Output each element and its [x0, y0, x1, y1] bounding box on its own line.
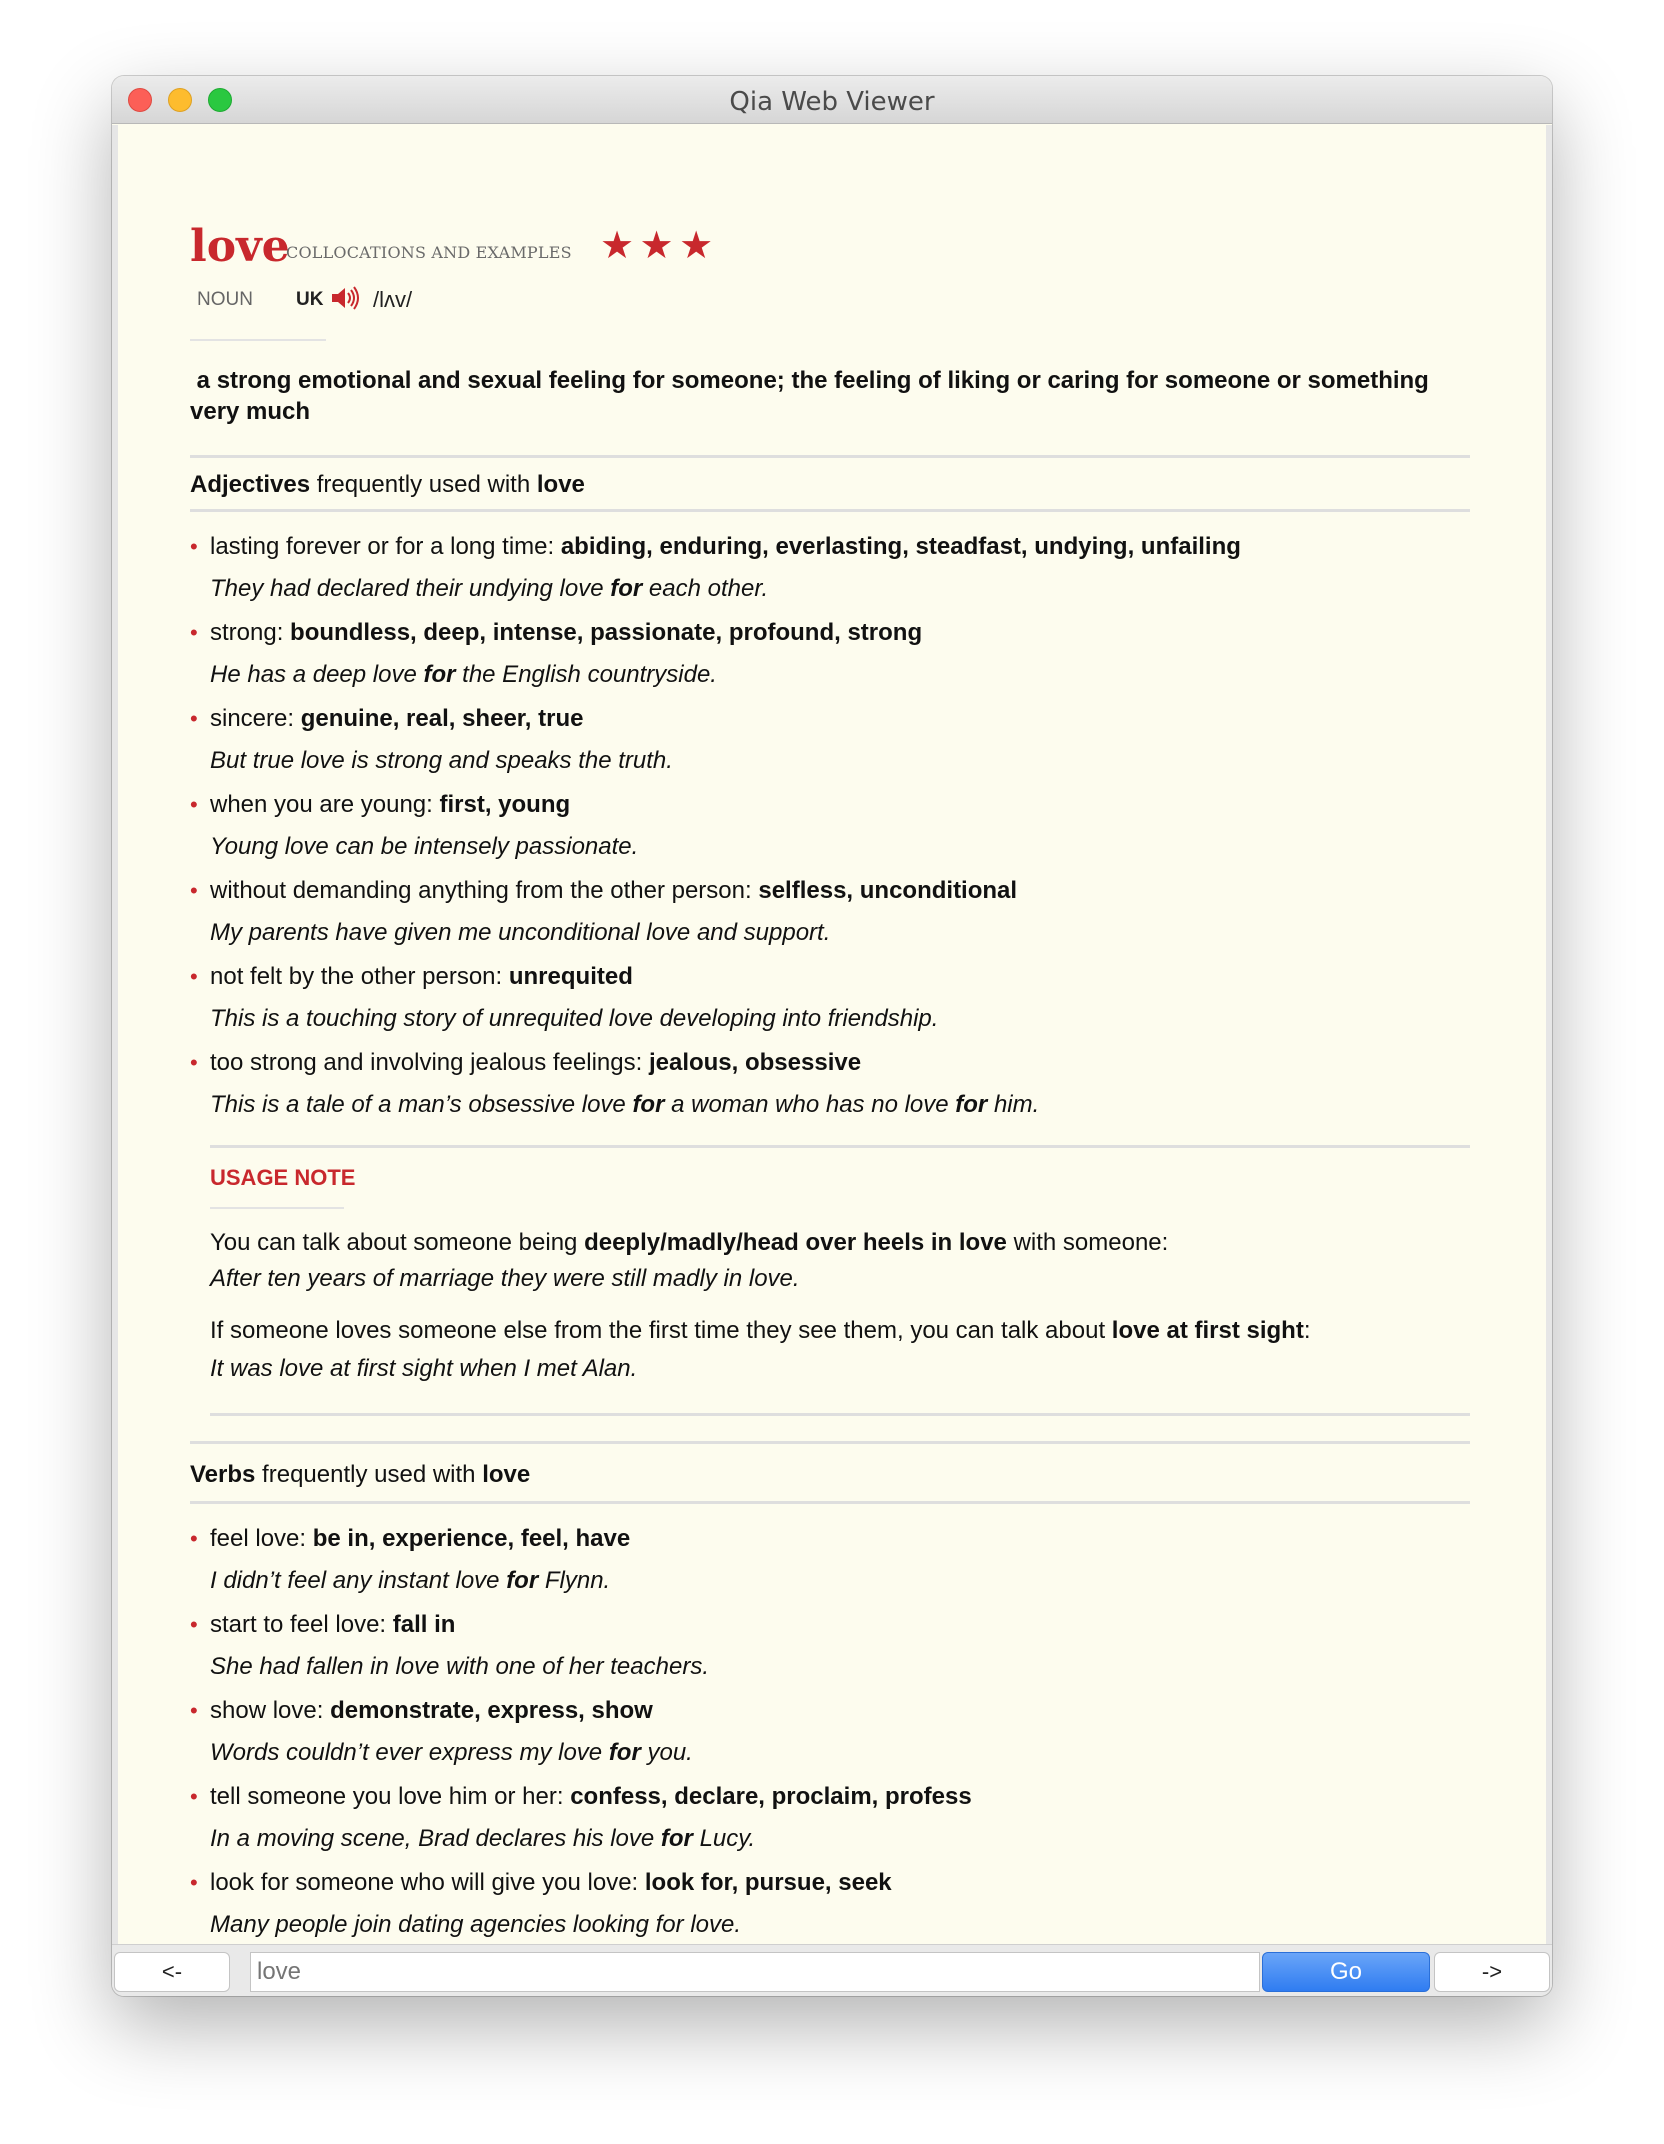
- navigation-toolbar: [112, 1944, 1552, 1996]
- divider: [190, 1501, 1470, 1504]
- collocations: first, young: [439, 791, 571, 818]
- collocation-gloss: strong: boundless, deep, intense, passionate, profound, strong: [210, 619, 923, 646]
- example-sentence: In a moving scene, Brad declares his love for Lucy.: [210, 1825, 756, 1852]
- bullet-icon: •: [190, 1698, 198, 1723]
- pronunciation-region: UK: [296, 289, 324, 310]
- search-input[interactable]: [250, 1952, 1260, 1992]
- example-sentence: He has a deep love for the English countryside.: [210, 661, 717, 688]
- bullet-icon: •: [190, 878, 198, 903]
- collocations: selfless, unconditional: [758, 877, 1018, 904]
- example-sentence: She had fallen in love with one of her teachers.: [210, 1653, 709, 1680]
- example-sentence: This is a touching story of unrequited love developing into friendship.: [210, 1005, 939, 1032]
- title-bar: [112, 76, 1552, 124]
- bullet-icon: •: [190, 1526, 198, 1551]
- usage-note-example: It was love at first sight when I met Alan.: [210, 1355, 638, 1382]
- bullet-icon: •: [190, 534, 198, 559]
- frequency-stars: [600, 227, 714, 265]
- usage-note-text: If someone loves someone else from the first time they see them, you can talk about love at first sight:: [210, 1317, 1311, 1344]
- collocation-gloss: show love: demonstrate, express, show: [210, 1697, 653, 1724]
- divider: [210, 1413, 1470, 1416]
- bullet-icon: •: [190, 1612, 198, 1637]
- divider: [190, 339, 326, 341]
- star-icon: ★: [639, 225, 674, 267]
- star-icon: ★: [600, 225, 635, 267]
- example-sentence: This is a tale of a man’s obsessive love for a woman who has no love for him.: [210, 1091, 1040, 1118]
- example-sentence: They had declared their undying love for each other.: [210, 575, 769, 602]
- bullet-icon: •: [190, 964, 198, 989]
- usage-note-text: You can talk about someone being deeply/madly/head over heels in love with someone:: [210, 1229, 1169, 1256]
- usage-note-title: USAGE NOTE: [210, 1165, 356, 1190]
- collocation-gloss: look for someone who will give you love: look for, pursue, seek: [210, 1869, 892, 1896]
- ipa-transcription: /lʌv/: [373, 287, 413, 312]
- collocation-gloss: tell someone you love him or her: confess, declare, proclaim, profess: [210, 1783, 972, 1810]
- example-sentence: Many people join dating agencies looking for love.: [210, 1911, 742, 1938]
- collocations: genuine, real, sheer, true: [300, 705, 584, 732]
- divider: [210, 1145, 1470, 1148]
- bullet-icon: •: [190, 706, 198, 731]
- collocation-gloss: not felt by the other person: unrequited: [210, 963, 633, 990]
- collocation-gloss: too strong and involving jealous feelings: jealous, obsessive: [210, 1049, 862, 1076]
- speaker-icon[interactable]: [330, 285, 360, 311]
- back-button[interactable]: <-: [114, 1952, 230, 1992]
- dictionary-page[interactable]: [112, 125, 1552, 1944]
- example-sentence: Young love can be intensely passionate.: [210, 833, 639, 860]
- collocations: be in, experience, feel, have: [312, 1525, 631, 1552]
- bullet-icon: •: [190, 1784, 198, 1809]
- collocations: fall in: [392, 1611, 456, 1638]
- collocation-gloss: feel love: be in, experience, feel, have: [210, 1525, 631, 1552]
- divider: [190, 1441, 1470, 1444]
- star-icon: ★: [679, 225, 714, 267]
- collocations: unrequited: [508, 963, 633, 990]
- collocation-gloss: without demanding anything from the other person: selfless, unconditional: [210, 877, 1018, 904]
- example-sentence: My parents have given me unconditional love and support.: [210, 919, 831, 946]
- collocations: abiding, enduring, everlasting, steadfast, undying, unfailing: [560, 533, 1241, 560]
- bullet-icon: •: [190, 1870, 198, 1895]
- bullet-icon: •: [190, 1050, 198, 1075]
- go-button[interactable]: Go: [1262, 1952, 1430, 1992]
- collocations: demonstrate, express, show: [330, 1697, 653, 1724]
- window-title: Qia Web Viewer: [729, 87, 935, 117]
- browser-window: [112, 76, 1552, 1996]
- collocation-gloss: when you are young: first, young: [210, 791, 571, 818]
- bullet-icon: •: [190, 792, 198, 817]
- entry-kind-label: COLLOCATIONS AND EXAMPLES: [286, 243, 572, 262]
- definition: a strong emotional and sexual feeling for someone; the feeling of liking or caring for someone or something very much: [190, 367, 1429, 425]
- headword: love: [190, 221, 290, 272]
- collocations: look for, pursue, seek: [644, 1869, 892, 1896]
- divider: [190, 455, 1470, 458]
- collocation-gloss: sincere: genuine, real, sheer, true: [210, 705, 584, 732]
- collocation-gloss: lasting forever or for a long time: abiding, enduring, everlasting, steadfast, undying, unfailing: [210, 533, 1241, 560]
- section-heading-verbs: Verbs frequently used with love: [190, 1461, 531, 1488]
- example-sentence: But true love is strong and speaks the truth.: [210, 747, 673, 774]
- collocation-gloss: start to feel love: fall in: [210, 1611, 456, 1638]
- example-sentence: Words couldn’t ever express my love for you.: [210, 1739, 693, 1766]
- divider: [210, 1207, 344, 1209]
- forward-button[interactable]: ->: [1434, 1952, 1550, 1992]
- collocations: jealous, obsessive: [648, 1049, 862, 1076]
- usage-note-example: After ten years of marriage they were still madly in love.: [210, 1265, 800, 1292]
- section-heading-adjectives: Adjectives frequently used with love: [190, 471, 585, 498]
- divider: [190, 509, 1470, 512]
- collocations: boundless, deep, intense, passionate, profound, strong: [290, 619, 923, 646]
- example-sentence: I didn’t feel any instant love for Flynn.: [210, 1567, 611, 1594]
- collocations: confess, declare, proclaim, profess: [570, 1783, 972, 1810]
- part-of-speech: NOUN: [197, 289, 253, 310]
- bullet-icon: •: [190, 620, 198, 645]
